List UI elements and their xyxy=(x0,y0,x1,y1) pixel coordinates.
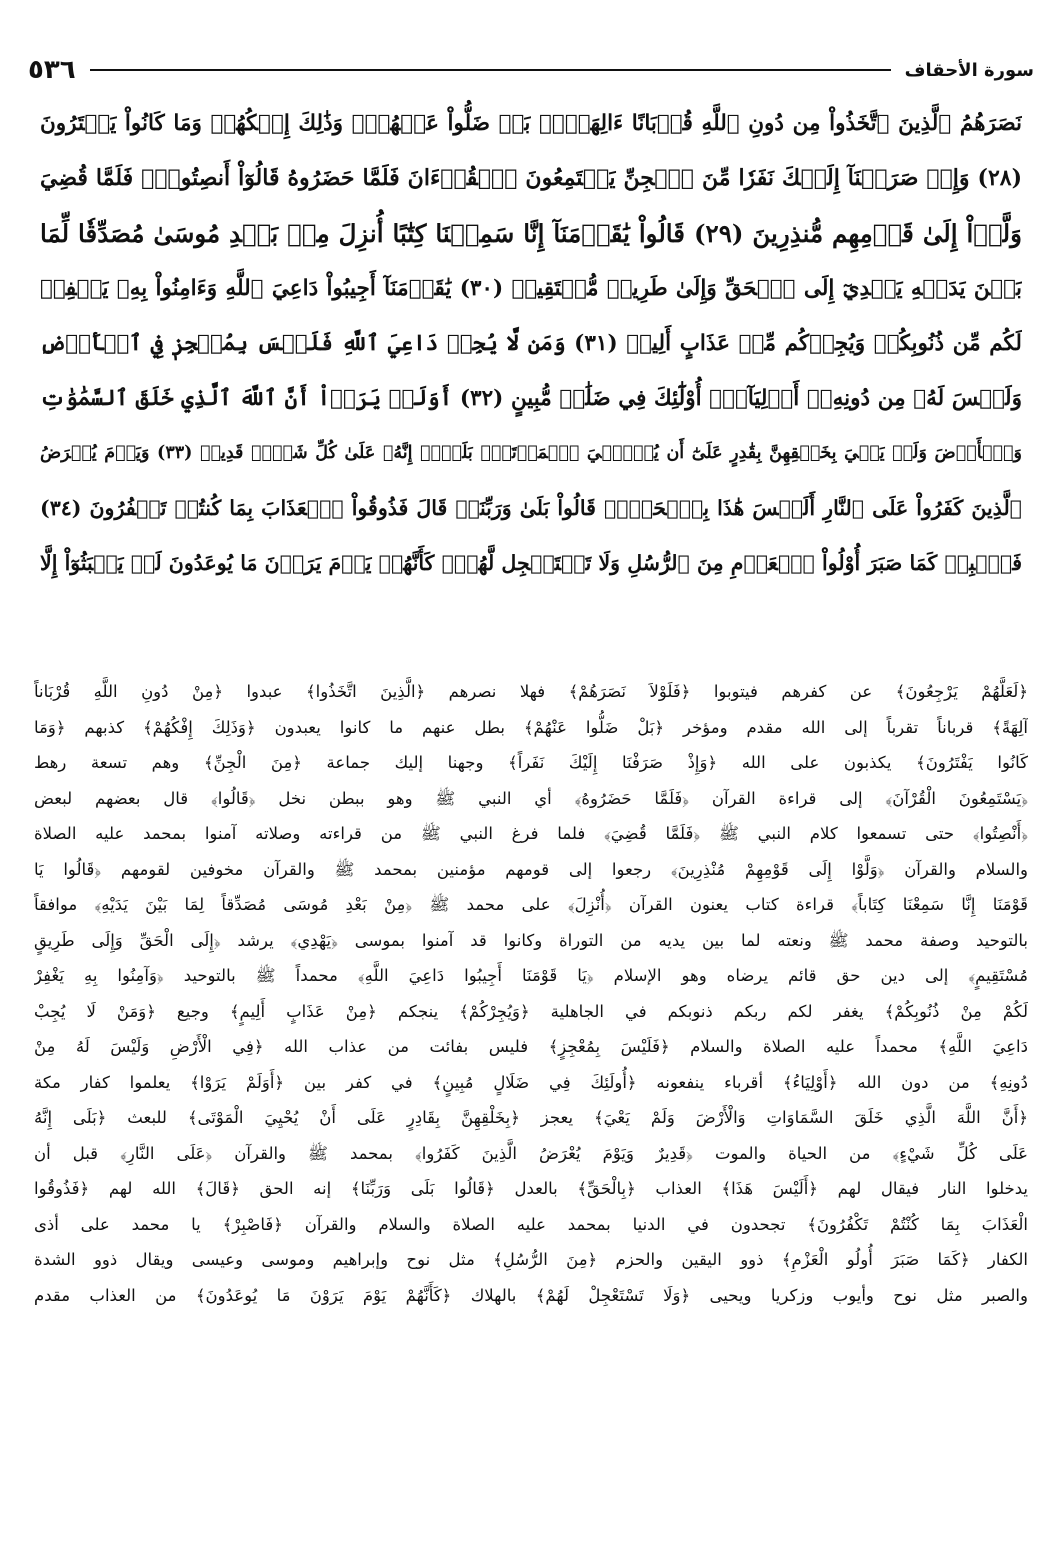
commentary-line: آلِهَةً﴾ قرباناً تقرباً إلى الله مقدم ومؤخر ﴿بَلْ ضَلُّوا عَنْهُمْ﴾ بطل عنهم ما كانوا يعبدون ﴿وَذَلِكَ إِفْكُهُمْ﴾ كذبهم ﴿وَمَا xyxy=(34,717,1028,737)
verse-line: نَصَرَهُمُ ٱلَّذِينَ ٱتَّخَذُواْ مِن دُونِ ٱللَّهِ قُرۡبَانًا ءَالِهَةَۢۖ بَلۡ ضَلُّواْ عَنۡهُمۡۚ وَذَٰلِكَ إِفۡكُهُمۡ وَمَا كَانُواْ يَفۡتَرُونَ xyxy=(40,111,1022,136)
commentary-line: مُسْتَقِيمٍ﴾ إلى دين حق قائم يرضاه وهو الإسلام ﴿يَا قَوْمَنَا أَجِيبُوا دَاعِيَ اللَّهِ﴾ محمداً ﷺ بالتوحيد ﴿وَآمِنُوا بِهِ يَغْفِرْ xyxy=(34,966,1028,985)
verse-line: لَكُم مِّن ذُنُوبِكُمۡ وَيُجِرۡكُم مِّنۡ عَذَابٍ أَلِيمٖ (٣١) وَمَن لَّا يُجِبۡ دَاعِيَ ٱللَّهِ فَلَيۡسَ بِمُعۡجِزٖ فِي ٱلۡأَرۡضِ xyxy=(40,331,1022,356)
page-header xyxy=(28,50,1034,90)
header-rule xyxy=(90,69,891,71)
verse-line: وَلَيۡسَ لَهُۥ مِن دُونِهِۦٓ أَوۡلِيَآءُۚ أُوْلَٰٓئِكَ فِي ضَلَٰلٖ مُّبِينٍ (٣٢) أَوَلَمۡ يَرَوۡاْ أَنَّ ٱللَّهَ ٱلَّذِي خَلَقَ ٱلسَّمَٰوَٰتِ xyxy=(40,386,1022,411)
commentary-line: لَكُمْ مِنْ ذُنُوبِكُمْ﴾ يغفر لكم ربكم ذنوبكم في الجاهلية ﴿وَيُجِرْكُمْ﴾ ينجكم ﴿مِنْ عَذَابٍ أَلِيمٍ﴾ وجيع ﴿وَمَنْ لَا يُجِبْ xyxy=(34,1001,1028,1021)
verse-line: بَيۡنَ يَدَيۡهِ يَهۡدِيٓ إِلَى ٱلۡحَقِّ وَإِلَىٰ طَرِيقٖ مُّسۡتَقِيمٖ (٣٠) يَٰقَوۡمَنَآ أَجِيبُواْ دَاعِيَ ٱللَّهِ وَءَامِنُواْ بِهِۦ يَغۡفِرۡ xyxy=(40,276,1022,301)
commentary-line: الْعَذَابَ بِمَا كُنْتُمْ تَكْفُرُونَ﴾ تجحدون في الدنيا بمحمد عليه الصلاة والسلام والقرآن ﴿فَاصْبِرْ﴾ يا محمد على أذى xyxy=(34,1214,1028,1234)
commentary-line: كَانُوا يَفْتَرُونَ﴾ يكذبون على الله ﴿وَإِذْ صَرَفْنَا إِلَيْكَ نَفَراً﴾ وجهنا إليك جماعة ﴿مِنَ الْجِنِّ﴾ وهم تسعة رهط xyxy=(34,753,1028,772)
commentary-line: ﴿أَنَّ اللَّهَ الَّذِي خَلَقَ السَّمَاوَاتِ وَالْأَرْضَ وَلَمْ يَعْيَ﴾ يعجز ﴿بِخَلْقِهِنَّ بِقَادِرٍ عَلَى أَنْ يُحْيِيَ الْمَوْتَى﴾ للبعث ﴿بَلَى إِنَّهُ xyxy=(34,1108,1028,1127)
page-number: ٥٣٦ xyxy=(28,55,76,85)
commentary-line: يدخلوا النار فيقال لهم ﴿أَلَيْسَ هَذَا﴾ العذاب ﴿بِالْحَقِّ﴾ بالعدل ﴿قَالُوا بَلَى وَرَبِّنَا﴾ إنه الحق ﴿قَالَ﴾ الله لهم ﴿فَذُوقُوا xyxy=(34,1179,1028,1198)
quran-text-block xyxy=(40,96,1022,591)
commentary-line: دُونِهِ﴾ من دون الله ﴿أَوْلِيَاءُ﴾ أقرباء ينفعونه ﴿أُولَئِكَ فِي ضَلَالٍ مُبِينٍ﴾ في كفر بين ﴿أَوَلَمْ يَرَوْا﴾ يعلموا كفار مكة xyxy=(34,1072,1028,1092)
commentary-line: والصبر مثل نوح وأيوب وزكريا ويحيى ﴿وَلَا تَسْتَعْجِلْ لَهُمْ﴾ بالهلاك ﴿كَأَنَّهُمْ يَوْمَ يَرَوْنَ مَا يُوعَدُونَ﴾ من العذاب مقدم xyxy=(34,1285,1028,1305)
verse-line: (٢٨) وَإِذۡ صَرَفۡنَآ إِلَيۡكَ نَفَرٗا مِّنَ ٱلۡجِنِّ يَسۡتَمِعُونَ ٱلۡقُرۡءَانَ فَلَمَّا حَضَرُوهُ قَالُوٓاْ أَنصِتُواْۖ فَلَمَّا قُضِيَ xyxy=(40,165,1022,191)
commentary-line: ﴿لَعَلَّهُمْ يَرْجِعُونَ﴾ عن كفرهم فيتوبوا ﴿فَلَوْلاَ نَصَرَهُمْ﴾ فهلا نصرهم ﴿الَّذِينَ اتَّخَذُوا﴾ عبدوا ﴿مِنْ دُونِ اللَّهِ قُرْبَاناً xyxy=(34,682,1028,701)
surah-name: سورة الأحقاف xyxy=(904,59,1034,81)
commentary-line: عَلَى كُلِّ شَيْءٍ﴾ من الحياة والموت ﴿قَدِيرٌ وَيَوْمَ يُعْرَضُ الَّذِينَ كَفَرُوا﴾ بمحمد ﷺ والقرآن ﴿عَلَى النَّارِ﴾ قبل أن xyxy=(34,1143,1028,1163)
commentary-line: قَوْمَنَا إِنَّا سَمِعْنَا كِتَاباً﴾ قراءة كتاب يعنون القرآن ﴿أُنْزِلَ﴾ على محمد ﷺ ﴿مِنْ بَعْدِ مُوسَى مُصَدِّقاً لِمَا بَيْنَ يَدَيْهِ﴾ موافقاً xyxy=(34,895,1028,914)
commentary-line: ﴿يَسْتَمِعُونَ الْقُرْآنَ﴾ إلى قراءة القرآن ﴿فَلَمَّا حَضَرُوهُ﴾ أي النبي ﷺ وهو ببطن نخل ﴿قَالُوا﴾ قال بعضهم لبعض xyxy=(34,788,1028,808)
commentary-line: بالتوحيد وصفة محمد ﷺ ونعته لما بين يديه من التوراة وكانوا قد آمنوا بموسى ﴿يَهْدِي﴾ يرشد ﴿إِلَى الْحَقِّ وَإِلَى طَرِيقٍ xyxy=(34,930,1028,950)
verse-line: ٱلَّذِينَ كَفَرُواْ عَلَى ٱلنَّارِ أَلَيۡسَ هَٰذَا بِٱلۡحَقِّۖ قَالُواْ بَلَىٰ وَرَبِّنَاۚ قَالَ فَذُوقُواْ ٱلۡعَذَابَ بِمَا كُنتُمۡ تَكۡفُرُونَ (٣٤) xyxy=(40,496,1022,520)
verse-line: وَٱلۡأَرۡضَ وَلَمۡ يَعۡيَ بِخَلۡقِهِنَّ بِقَٰدِرٍ عَلَىٰٓ أَن يُحۡـِۧيَ ٱلۡمَوۡتَىٰۚ بَلَىٰٓۚ إِنَّهُۥ عَلَىٰ كُلِّ شَيۡءٖ قَدِيرٞ (٣٣) وَيَوۡمَ يُعۡرَضُ xyxy=(40,443,1022,463)
verse-line: فَٱصۡبِرۡ كَمَا صَبَرَ أُوْلُواْ ٱلۡعَزۡمِ مِنَ ٱلرُّسُلِ وَلَا تَسۡتَعۡجِل لَّهُمۡۚ كَأَنَّهُمۡ يَوۡمَ يَرَوۡنَ مَا يُوعَدُونَ لَمۡ يَلۡبَثُوٓاْ إِلَّا xyxy=(40,551,1022,575)
tafsir-commentary xyxy=(34,674,1028,1313)
commentary-line: الكفار ﴿كَمَا صَبَرَ أُولُو الْعَزْمِ﴾ ذوو اليقين والحزم ﴿مِنَ الرُّسُلِ﴾ مثل نوح وإبراهيم وموسى وعيسى ويقال ذوو الشدة xyxy=(34,1250,1028,1269)
commentary-line: ﴿أَنْصِتُوا﴾ حتى تسمعوا كلام النبي ﷺ ﴿فَلَمَّا قُضِيَ﴾ فلما فرغ النبي ﷺ من قراءته وصلاته آمنوا بمحمد عليه الصلاة xyxy=(34,824,1028,843)
verse-line: وَلَّوۡاْ إِلَىٰ قَوۡمِهِم مُّنذِرِينَ (٢٩) قَالُواْ يَٰقَوۡمَنَآ إِنَّا سَمِعۡنَا كِتَٰبًا أُنزِلَ مِنۢ بَعۡدِ مُوسَىٰ مُصَدِّقٗا لِّمَا xyxy=(40,219,1022,248)
commentary-line: والسلام والقرآن ﴿وَلَّوْا إِلَى قَوْمِهِمْ مُنْذِرِينَ﴾ رجعوا إلى قومهم مؤمنين بمحمد ﷺ والقرآن مخوفين لقومهم ﴿قَالُوا يَا xyxy=(34,859,1028,879)
commentary-line: دَاعِيَ اللَّهِ﴾ محمداً عليه الصلاة والسلام ﴿فَلَيْسَ بِمُعْجِزٍ﴾ فليس بفائت من عذاب الله ﴿فِي الْأَرْضِ وَلَيْسَ لَهُ مِنْ xyxy=(34,1037,1028,1056)
